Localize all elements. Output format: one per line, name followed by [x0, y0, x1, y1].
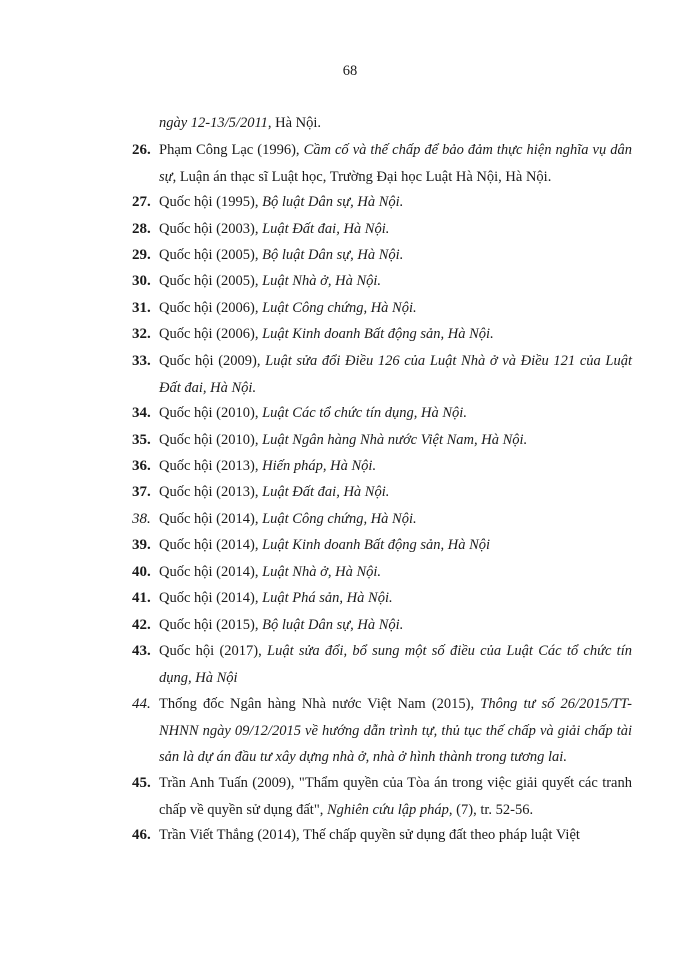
reference-item [132, 691, 632, 771]
reference-item [132, 822, 632, 849]
reference-author-year: Quốc hội (2010), [159, 432, 263, 448]
reference-item [132, 216, 632, 243]
reference-number: 37. [132, 484, 151, 500]
reference-number: 43. [132, 643, 151, 659]
reference-item [132, 453, 632, 480]
reference-number: 45. [132, 775, 151, 791]
reference-author-year: Quốc hội (2014), [159, 511, 263, 527]
reference-details: , Luận án thạc sĩ Luật học, Trường Đại học Luật Hà Nội, Hà Nội. [172, 168, 552, 185]
reference-author-year: Quốc hội (2015), [159, 617, 263, 633]
reference-author-year: Quốc hội (2010), [159, 405, 263, 421]
reference-number: 33. [132, 353, 151, 369]
reference-title: Luật Công chứng, Hà Nội. [262, 511, 417, 527]
reference-details: , (7), tr. 52-56. [448, 801, 534, 818]
reference-title: Luật sửa đổi Điều 126 của Luật Nhà ở và Điều 121 của Luật Đất đai, Hà Nội. [159, 353, 632, 396]
reference-title: Luật Phá sản, Hà Nội. [262, 590, 393, 606]
reference-title: Cầm cố và thế chấp để bảo đảm thực hiện nghĩa vụ dân sự [159, 142, 632, 185]
reference-author-year: Trần Viết Thắng (2014), Thế chấp quyền sử dụng đất theo pháp luật Việt [159, 827, 580, 843]
reference-author-year: Quốc hội (2014), [159, 537, 263, 553]
reference-item [132, 242, 632, 269]
reference-item [132, 638, 632, 691]
reference-item [132, 770, 632, 823]
reference-title: Luật Đất đai, Hà Nội. [262, 221, 390, 237]
reference-text [159, 506, 632, 533]
reference-number: 46. [132, 827, 151, 843]
reference-title: Bộ luật Dân sự, Hà Nội. [262, 617, 404, 633]
reference-title: Luật Nhà ở, Hà Nội. [262, 273, 382, 289]
reference-text [159, 453, 632, 480]
reference-text [159, 638, 632, 691]
reference-author-year: Quốc hội (2005), [159, 273, 263, 289]
reference-number: 35. [132, 432, 151, 448]
reference-title: Luật sửa đổi, bổ sung một số điều của Luật Các tổ chức tín dụng, Hà Nội [159, 643, 632, 686]
reference-item [132, 585, 632, 612]
reference-text [159, 691, 632, 771]
reference-author-year: Thống đốc Ngân hàng Nhà nước Việt Nam (2015), [159, 696, 481, 712]
reference-item [132, 532, 632, 559]
reference-text [159, 427, 632, 454]
reference-author-year: Quốc hội (2014), [159, 590, 263, 606]
continuation-rest: , Hà Nội. [267, 115, 322, 131]
reference-number: 36. [132, 458, 151, 474]
reference-author-year: Quốc hội (2003), [159, 221, 263, 237]
reference-title: Nghiên cứu lập pháp [327, 801, 449, 818]
reference-text [159, 295, 632, 322]
reference-item [132, 137, 632, 190]
reference-text [159, 559, 632, 586]
reference-text [159, 822, 632, 849]
reference-item [132, 427, 632, 454]
reference-title: Luật Kinh doanh Bất động sản, Hà Nội. [262, 326, 494, 342]
reference-text [159, 479, 632, 506]
reference-number: 38. [132, 511, 151, 527]
reference-text [159, 400, 632, 427]
reference-title: Luật Các tổ chức tín dụng, Hà Nội. [262, 405, 467, 421]
reference-item [132, 189, 632, 216]
reference-title: Luật Nhà ở, Hà Nội. [262, 564, 382, 580]
reference-author-year: Quốc hội (2006), [159, 300, 263, 316]
reference-number: 39. [132, 537, 151, 553]
reference-number: 41. [132, 590, 151, 606]
reference-author-year: Trần Anh Tuấn (2009), "Thẩm quyền của Tòa án trong việc giải quyết các tranh chấp về quyền sử dụng đất", [159, 775, 632, 818]
reference-item [132, 268, 632, 295]
reference-item [132, 506, 632, 533]
reference-number: 42. [132, 617, 151, 633]
reference-number: 27. [132, 194, 151, 210]
reference-text [159, 532, 632, 559]
reference-item [132, 479, 632, 506]
reference-item [132, 400, 632, 427]
reference-author-year: Quốc hội (2013), [159, 484, 263, 500]
reference-item [132, 612, 632, 639]
reference-text [159, 137, 632, 190]
reference-author-year: Quốc hội (2006), [159, 326, 263, 342]
reference-title: Bộ luật Dân sự, Hà Nội. [262, 194, 404, 210]
reference-number: 32. [132, 326, 151, 342]
reference-text [159, 321, 632, 348]
reference-author-year: Quốc hội (2005), [159, 247, 263, 263]
reference-number: 34. [132, 405, 151, 421]
reference-author-year: Quốc hội (2017), [159, 643, 268, 659]
reference-item [132, 295, 632, 322]
reference-author-year: Quốc hội (2014), [159, 564, 263, 580]
page-number: 68 [342, 63, 358, 79]
reference-text [159, 348, 632, 401]
reference-author-year: Quốc hội (2009), [159, 353, 266, 369]
reference-text [159, 242, 632, 269]
reference-number: 26. [132, 142, 151, 158]
reference-number: 28. [132, 221, 151, 237]
reference-title: Bộ luật Dân sự, Hà Nội. [262, 247, 404, 263]
reference-text [159, 189, 632, 216]
reference-title: Luật Đất đai, Hà Nội. [262, 484, 390, 500]
reference-number: 30. [132, 273, 151, 289]
reference-text [159, 612, 632, 639]
reference-item [132, 348, 632, 401]
reference-title: Hiến pháp, Hà Nội. [262, 458, 377, 474]
reference-title: Luật Công chứng, Hà Nội. [262, 300, 417, 316]
reference-author-year: Quốc hội (2013), [159, 458, 263, 474]
reference-title: Thông tư số 26/2015/TT-NHNN ngày 09/12/2015 về hướng dẫn trình tự, thủ tục thế chấp và giải chấp tài sản là dự án đầu tư xây dựng nhà ở, nhà ở hình thành trong tương lai. [159, 696, 632, 765]
continuation-italic: ngày 12-13/5/2011 [159, 115, 268, 131]
reference-item [132, 559, 632, 586]
reference-number: 40. [132, 564, 151, 580]
reference-title: Luật Kinh doanh Bất động sản, Hà Nội [262, 537, 491, 553]
reference-author-year: Quốc hội (1995), [159, 194, 263, 210]
reference-text [159, 268, 632, 295]
reference-text [159, 216, 632, 243]
reference-text [159, 770, 632, 823]
reference-number: 29. [132, 247, 151, 263]
reference-text [159, 585, 632, 612]
reference-number: 44. [132, 696, 151, 712]
reference-number: 31. [132, 300, 151, 316]
reference-author-year: Phạm Công Lạc (1996), [159, 142, 304, 158]
reference-item [132, 321, 632, 348]
reference-title: Luật Ngân hàng Nhà nước Việt Nam, Hà Nội. [262, 432, 528, 448]
